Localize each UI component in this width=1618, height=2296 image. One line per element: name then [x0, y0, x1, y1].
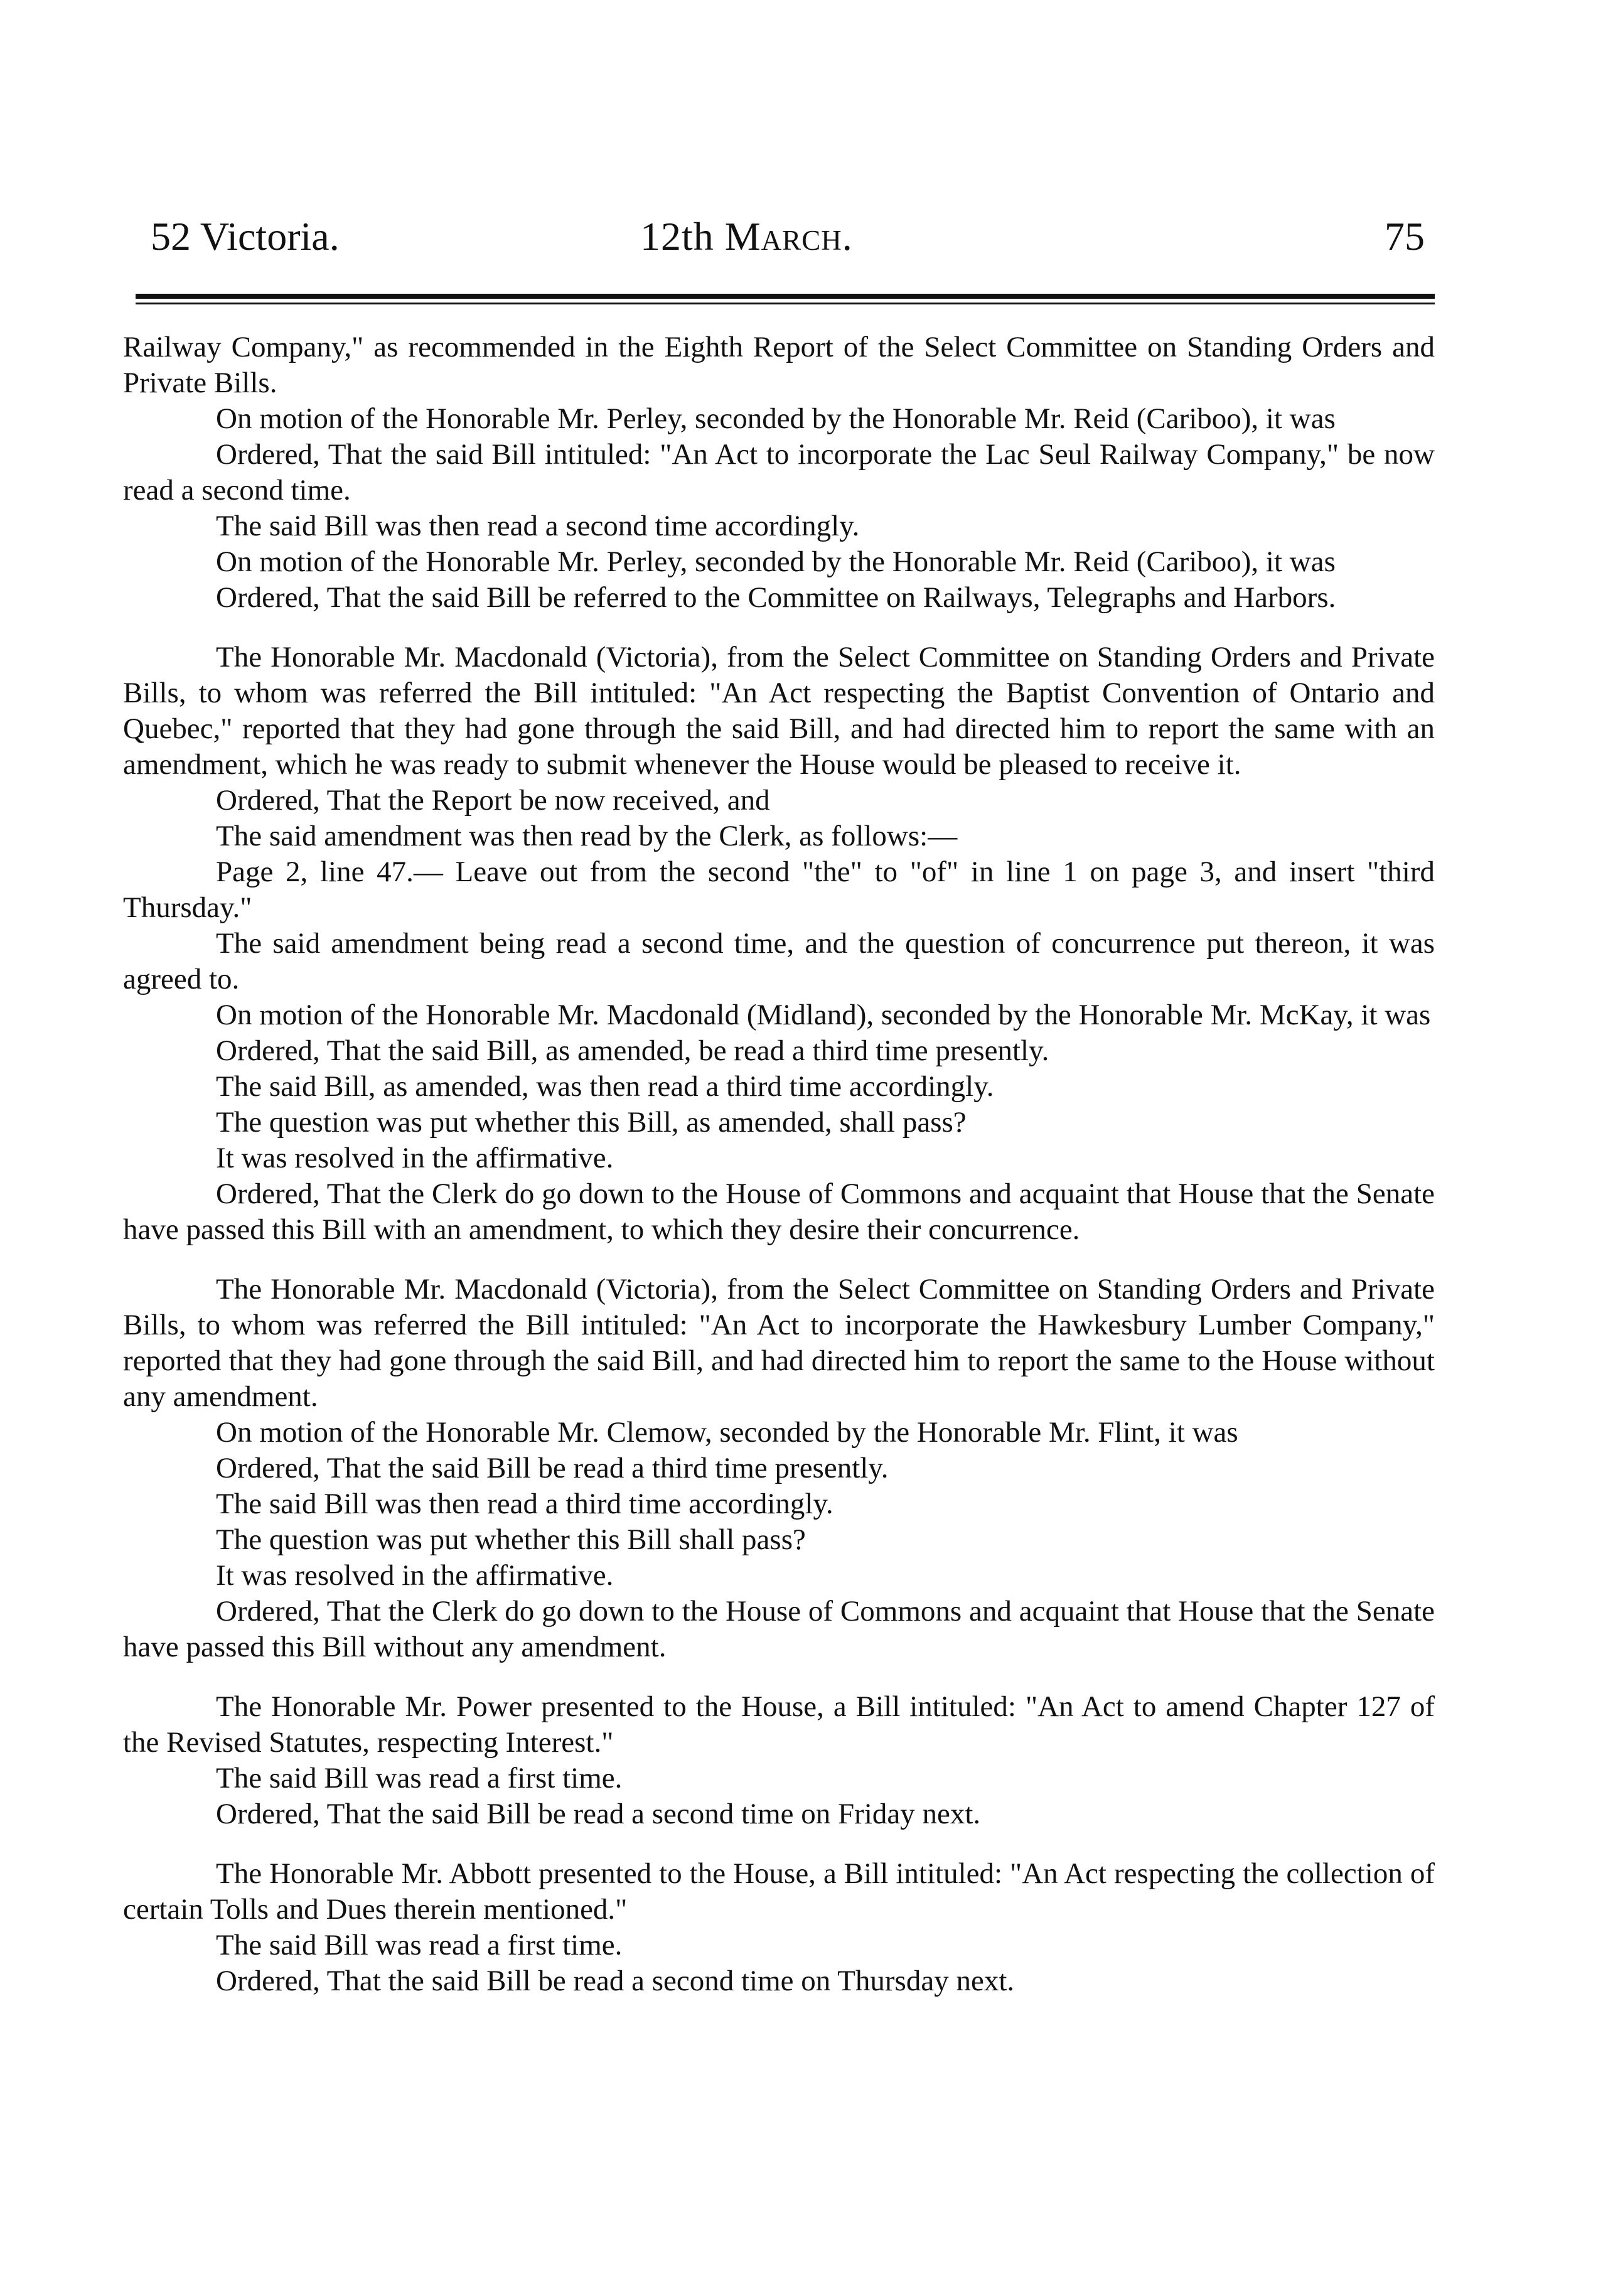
journal-paragraph: On motion of the Honorable Mr. Perley, seconded by the Honorable Mr. Reid (Cariboo), it was: [216, 545, 1336, 578]
running-header: [151, 201, 1437, 276]
journal-paragraph: The Honorable Mr. Macdonald (Victoria), from the Select Committee on Standing Orders and Private Bills, to whom was referred the Bill intituled: "An Act respecting the Baptist Convention of Ontario and Quebec," reported that they had gone through the said Bill, and had directed him to report the same with an amendment, which he was ready to submit whenever the House would be pleased to receive it.: [123, 641, 1435, 781]
date-month: March.: [724, 214, 853, 259]
journal-paragraph: Ordered, That the said Bill be referred to the Committee on Railways, Telegraphs and Harbors.: [216, 581, 1336, 614]
reign-year: 52 Victoria.: [151, 214, 340, 259]
date-day: 12th: [640, 214, 714, 259]
journal-paragraph: Ordered, That the said Bill be read a second time on Friday next.: [216, 1798, 981, 1830]
journal-paragraph: It was resolved in the affirmative.: [216, 1559, 614, 1592]
header-rule-thin: [136, 303, 1435, 304]
journal-paragraph: The said amendment was then read by the Clerk, as follows:—: [216, 820, 958, 852]
header-rule: [136, 294, 1435, 299]
journal-paragraph: On motion of the Honorable Mr. Perley, seconded by the Honorable Mr. Reid (Cariboo), it was: [216, 402, 1336, 435]
journal-paragraph: Ordered, That the said Bill intituled: "An Act to incorporate the Lac Seul Railway Company," be now read a second time.: [123, 438, 1435, 507]
journal-paragraph: The question was put whether this Bill, as amended, shall pass?: [216, 1106, 967, 1139]
journal-paragraph: Ordered, That the Clerk do go down to the House of Commons and acquaint that House that the Senate have passed this Bill without any amendment.: [123, 1595, 1435, 1663]
journal-paragraph: Ordered, That the Clerk do go down to the House of Commons and acquaint that House that the Senate have passed this Bill with an amendment, to which they desire their concurrence.: [123, 1178, 1435, 1246]
journal-paragraph: The said Bill was read a first time.: [216, 1929, 623, 1961]
journal-paragraph: On motion of the Honorable Mr. Clemow, seconded by the Honorable Mr. Flint, it was: [216, 1416, 1238, 1449]
journal-paragraph: Page 2, line 47.— Leave out from the second "the" to "of" in line 1 on page 3, and insert "third Thursday.": [123, 856, 1435, 924]
journal-paragraph: The Honorable Mr. Power presented to the House, a Bill intituled: "An Act to amend Chapter 127 of the Revised Statutes, respecting Interest.": [123, 1690, 1435, 1759]
journal-paragraph: Railway Company," as recommended in the Eighth Report of the Select Committee on Standing Orders and Private Bills.: [123, 331, 1435, 399]
page-number: 75: [1385, 214, 1425, 259]
journal-paragraph: The said Bill was read a first time.: [216, 1762, 623, 1794]
journal-paragraph: The said Bill was then read a third time accordingly.: [216, 1488, 833, 1520]
page-date: [640, 213, 853, 260]
journal-paragraph: Ordered, That the said Bill be read a second time on Thursday next.: [216, 1965, 1015, 1997]
journal-paragraph: The said amendment being read a second time, and the question of concurrence put thereon, it was agreed to.: [123, 927, 1435, 995]
journal-paragraph: The Honorable Mr. Macdonald (Victoria), from the Select Committee on Standing Orders and Private Bills, to whom was referred the Bill intituled: "An Act to incorporate the Hawkesbury Lumber Company," reported that they had gone through the said Bill, and had directed him to report the same to the House without any amendment.: [123, 1273, 1435, 1413]
journal-paragraph: Ordered, That the Report be now received, and: [216, 784, 770, 817]
journal-paragraph: It was resolved in the affirmative.: [216, 1142, 614, 1174]
journal-paragraph: The question was put whether this Bill shall pass?: [216, 1523, 806, 1556]
journal-body: [123, 330, 1435, 1999]
journal-paragraph: On motion of the Honorable Mr. Macdonald (Midland), seconded by the Honorable Mr. McKay, it was: [216, 999, 1431, 1031]
journal-paragraph: Ordered, That the said Bill be read a third time presently.: [216, 1452, 889, 1484]
journal-paragraph: The Honorable Mr. Abbott presented to the House, a Bill intituled: "An Act respecting the collection of certain Tolls and Dues therein mentioned.": [123, 1857, 1435, 1926]
journal-paragraph: Ordered, That the said Bill, as amended, be read a third time presently.: [216, 1034, 1049, 1067]
journal-paragraph: The said Bill was then read a second time accordingly.: [216, 510, 860, 542]
journal-paragraph: The said Bill, as amended, was then read a third time accordingly.: [216, 1070, 994, 1103]
